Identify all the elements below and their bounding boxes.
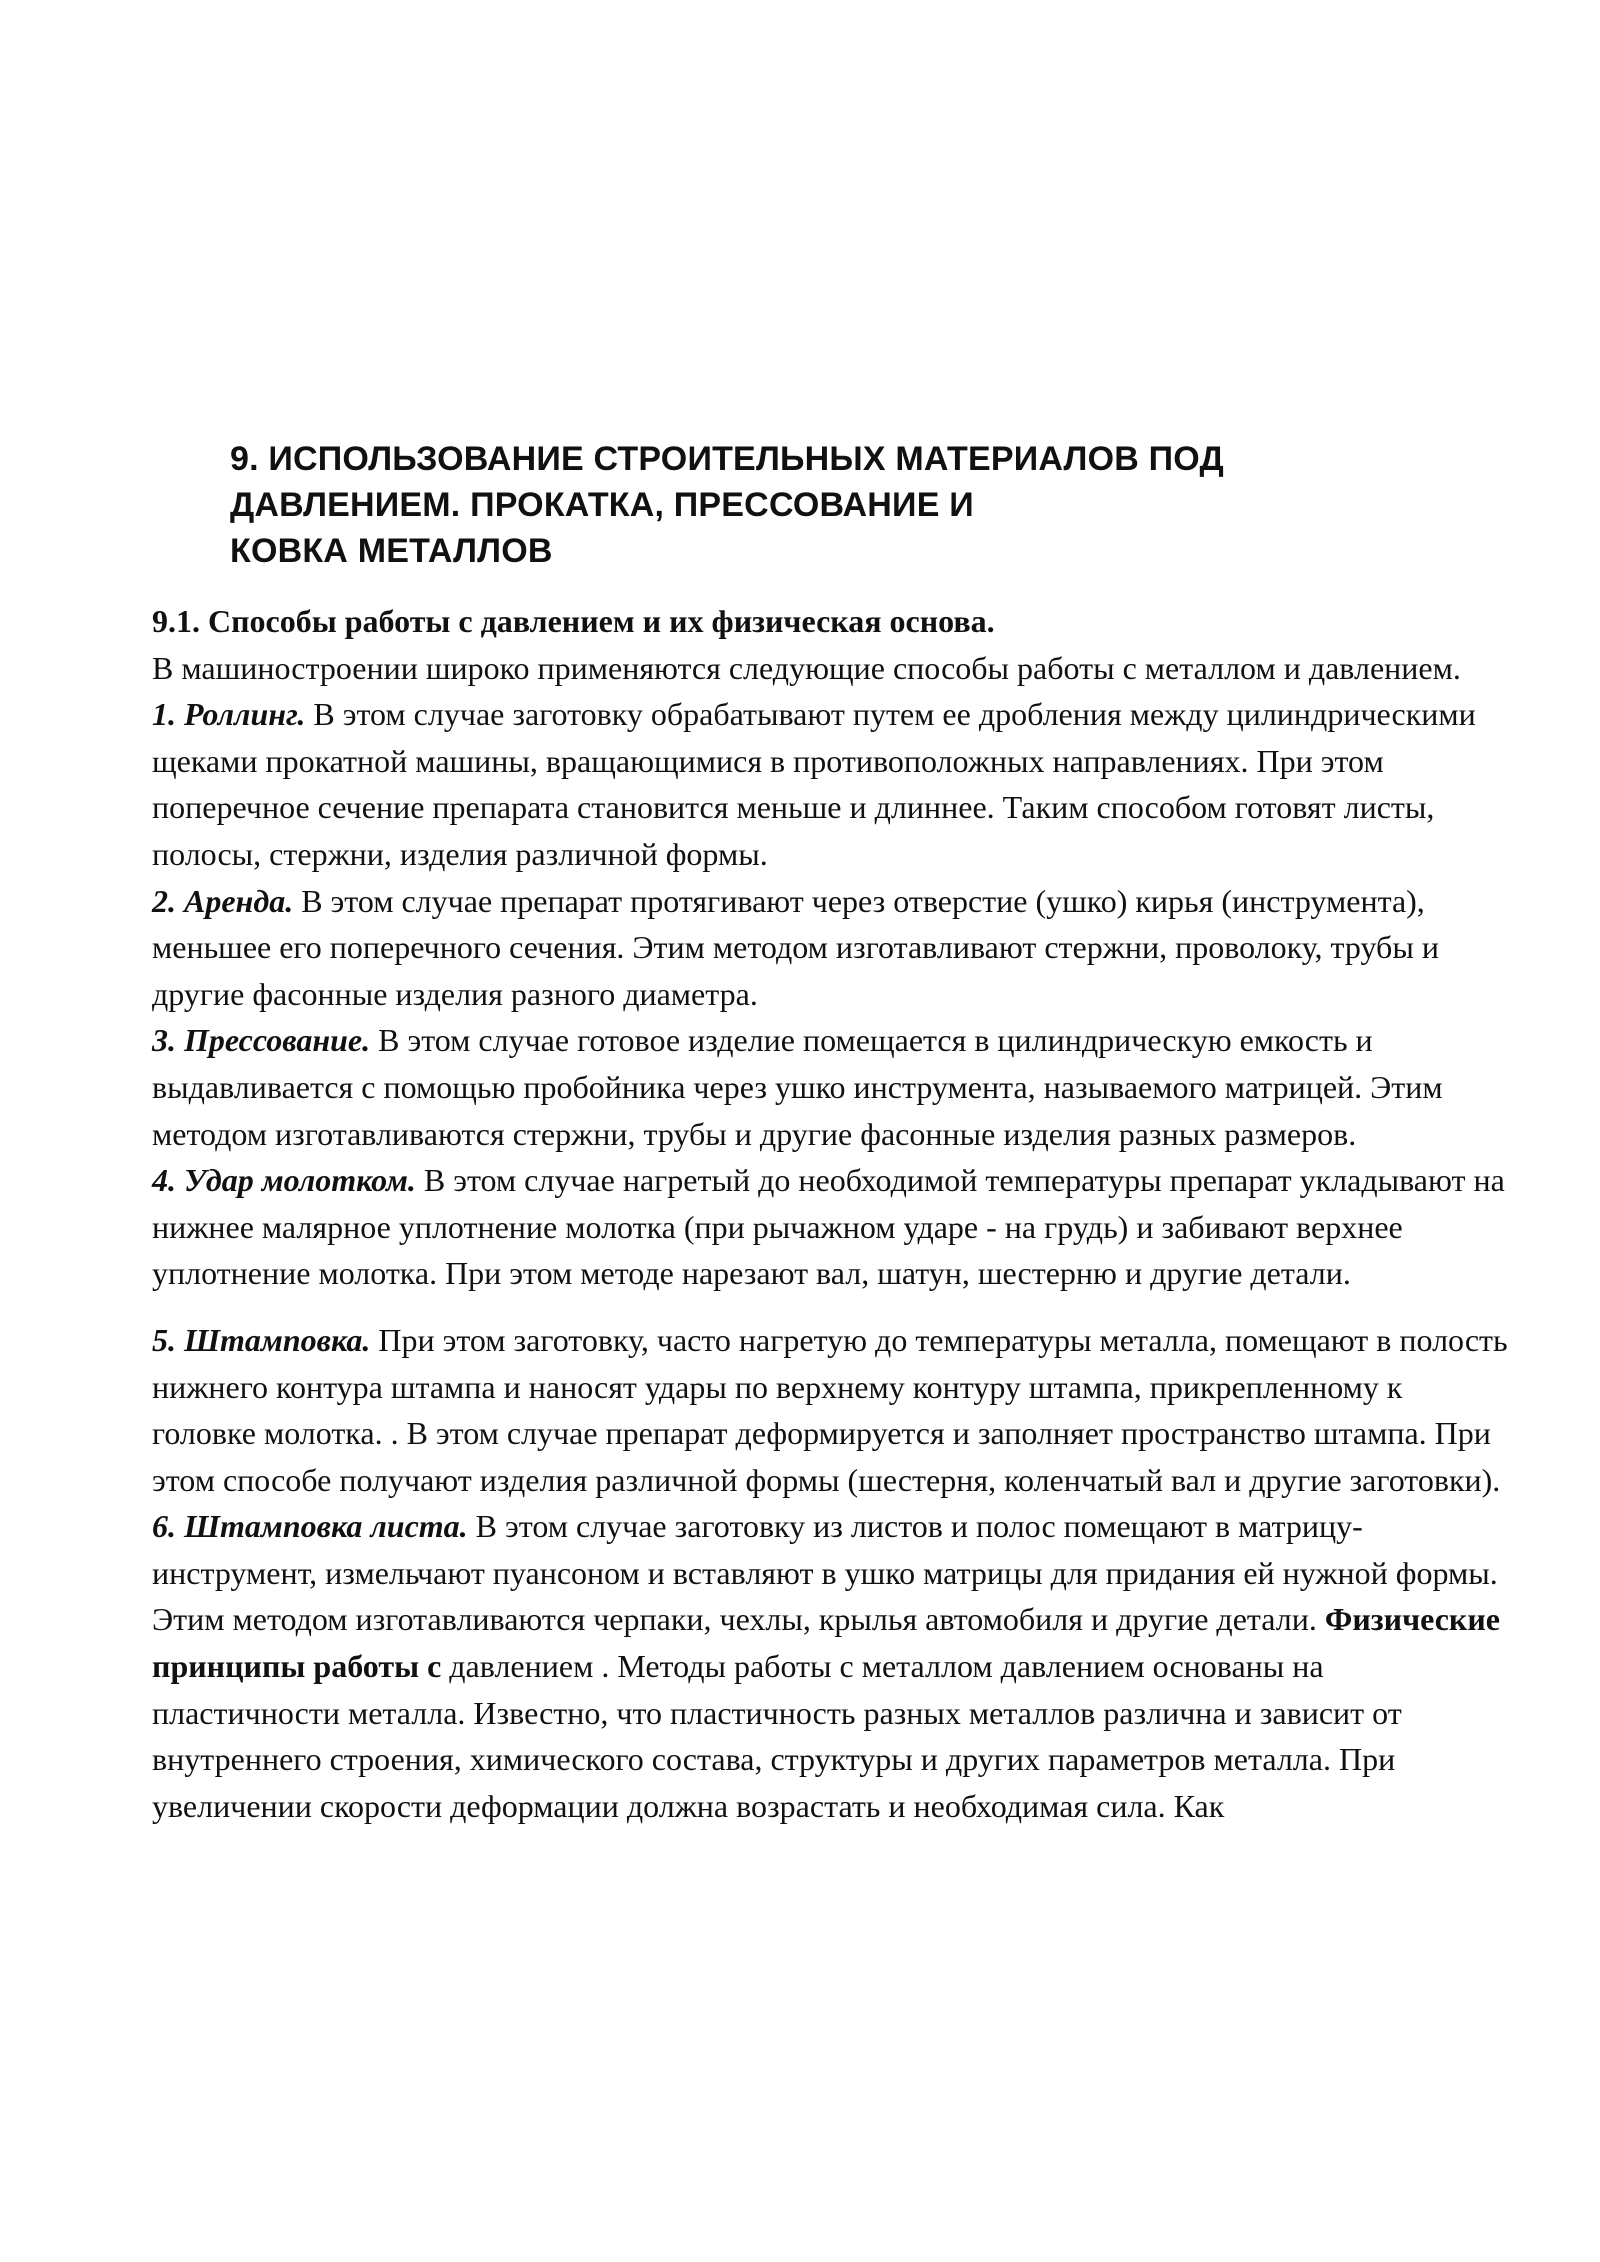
method-item-heading: 1. Роллинг. xyxy=(152,696,306,733)
chapter-title-line-3: КОВКА МЕТАЛЛОВ xyxy=(230,532,553,570)
method-item-text: В этом случае нагретый до необходимой температуры препарат укладывают на нижнее малярное уплотнение молотка (при рычажном ударе - на грудь) и забивают верхнее уплотнение молотка. При этом методе нарезают вал, шатун, шестерню и другие детали. xyxy=(152,1162,1505,1292)
method-item-text: В этом случае заготовку обрабатывают путем ее дробления между цилиндрическими щеками прокатной машины, вращающимися в противоположных направлениях. При этом поперечное сечение препарата становится меньше и длиннее. Таким способом готовят листы, полосы, стержни, изделия различной формы. xyxy=(152,696,1476,872)
method-item-text: В этом случае препарат протягивают через отверстие (ушко) кирья (инструмента), меньшее его поперечного сечения. Этим методом изготавливают стержни, проволоку, трубы и другие фасонные изделия разного диаметра. xyxy=(152,882,1439,1012)
method-item-stamping xyxy=(152,1317,1512,1503)
method-item-text: При этом заготовку, часто нагретую до температуры металла, помещают в полость нижнего контура штампа и наносят удары по верхнему контуру штампа, прикрепленному к головке молотка. . В этом случае препарат деформируется и заполняет пространство штампа. При этом способе получают изделия различной формы (шестерня, коленчатый вал и другие заготовки). xyxy=(152,1321,1508,1498)
section-heading: 9.1. Способы работы с давлением и их физическая основа. xyxy=(152,603,995,639)
method-item-pressing xyxy=(152,1017,1512,1157)
physical-principles-heading: Физические принципы работы с xyxy=(152,1601,1500,1685)
method-item-heading: 2. Аренда. xyxy=(152,882,294,919)
document-body xyxy=(152,598,1512,1829)
method-item-heading: 6. Штамповка листа. xyxy=(152,1508,468,1545)
physical-principles-text: давлением . Методы работы с металлом давлением основаны на пластичности металла. Известно, что пластичность разных металлов различна и зависит от внутреннего строения, химического состава, структуры и других параметров металла. При увеличении скорости деформации должна возрастать и необходимая сила. Как xyxy=(152,1648,1402,1824)
method-item-heading: 3. Прессование. xyxy=(152,1022,371,1059)
method-item-drawing xyxy=(152,878,1512,1018)
section-intro: В машиностроении широко применяются следующие способы работы с металлом и давлением. xyxy=(152,649,1461,686)
method-item-forging xyxy=(152,1157,1512,1297)
chapter-title xyxy=(230,436,1430,574)
method-item-heading: 4. Удар молотком. xyxy=(152,1162,416,1199)
chapter-title-line-2: ДАВЛЕНИЕМ. ПРОКАТКА, ПРЕССОВАНИЕ И xyxy=(230,486,974,524)
method-item-text: В этом случае готовое изделие помещается в цилиндрическую емкость и выдавливается с помощью пробойника через ушко инструмента, называемого матрицей. Этим методом изготавливаются стержни, трубы и другие фасонные изделия разных размеров. xyxy=(152,1022,1443,1152)
method-item-sheet-stamping xyxy=(152,1503,1512,1829)
chapter-title-line-1: 9. ИСПОЛЬЗОВАНИЕ СТРОИТЕЛЬНЫХ МАТЕРИАЛОВ ПОД xyxy=(230,440,1224,478)
method-item-text: В этом случае заготовку из листов и полос помещают в матрицу-инструмент, измельчают пуансоном и вставляют в ушко матрицы для придания ей нужной формы. Этим методом изготавливаются черпаки, чехлы, крылья автомобиля и другие детали. xyxy=(152,1508,1498,1638)
method-item-rolling xyxy=(152,691,1512,877)
method-item-heading: 5. Штамповка. xyxy=(152,1321,371,1358)
